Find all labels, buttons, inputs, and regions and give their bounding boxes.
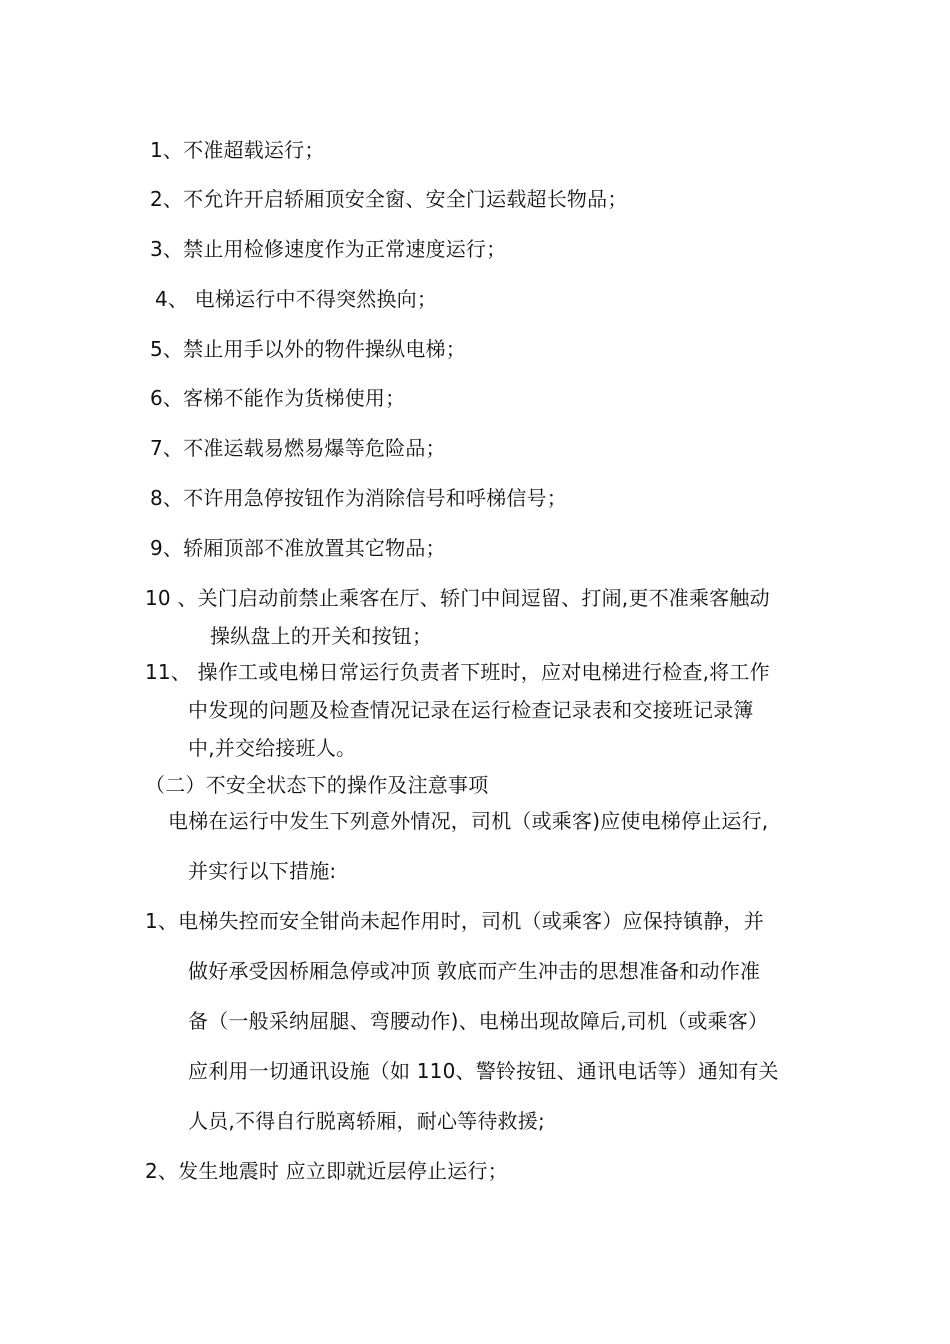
- rule-9: 9、轿厢顶部不准放置其它物品；: [150, 536, 446, 560]
- rule-10-line-1: 10 、关门启动前禁止乘客在厅、轿门中间逗留、打闹,更不准乘客触动: [145, 586, 770, 610]
- measure-1-line-4: 应利用一切通讯设施（如 110、警铃按钮、通讯电话等）通知有关: [188, 1059, 779, 1083]
- rule-11-line-2: 中发现的问题及检查情况记录在运行检查记录表和交接班记录簿: [188, 698, 754, 722]
- measure-2-line-1: 2、发生地震时 应立即就近层停止运行；: [145, 1159, 508, 1183]
- measure-1-line-5: 人员,不得自行脱离轿厢，耐心等待救援;: [188, 1109, 545, 1133]
- section-2-intro-line-2: 并实行以下措施:: [188, 859, 337, 883]
- rule-4: 4、 电梯运行中不得突然换向；: [155, 287, 438, 311]
- rule-5: 5、禁止用手以外的物件操纵电梯；: [150, 337, 466, 361]
- rule-11-line-1: 11、 操作工或电梯日常运行负责者下班时，应对电梯进行检查,将工作: [145, 660, 770, 684]
- rule-6: 6、客梯不能作为货梯使用；: [150, 386, 406, 410]
- measure-1-line-1: 1、电梯失控而安全钳尚未起作用时，司机（或乘客）应保持镇静，并: [145, 909, 764, 933]
- rule-1: 1、不准超载运行；: [150, 138, 325, 162]
- rule-8: 8、不许用急停按钮作为消除信号和呼梯信号；: [150, 486, 567, 510]
- section-2-heading: （二）不安全状态下的操作及注意事项: [145, 773, 489, 797]
- rule-10-line-2: 操纵盘上的开关和按钮；: [210, 624, 433, 648]
- rule-3: 3、禁止用检修速度作为正常速度运行；: [150, 237, 507, 261]
- rule-7: 7、不准运载易燃易爆等危险品；: [150, 436, 446, 460]
- section-2-intro-line-1: 电梯在运行中发生下列意外情况，司机（或乘客)应使电梯停止运行,: [168, 809, 769, 833]
- measure-1-line-2: 做好承受因桥厢急停或冲顶 敦底而产生冲击的思想准备和动作准: [188, 959, 761, 983]
- rule-2: 2、不允许开启轿厢顶安全窗、安全门运载超长物品；: [150, 187, 628, 211]
- measure-1-line-3: 备（一般采纳屈腿、弯腰动作)、电梯出现故障后,司机（或乘客）: [188, 1009, 769, 1033]
- rule-11-line-3: 中,并交给接班人。: [188, 736, 357, 760]
